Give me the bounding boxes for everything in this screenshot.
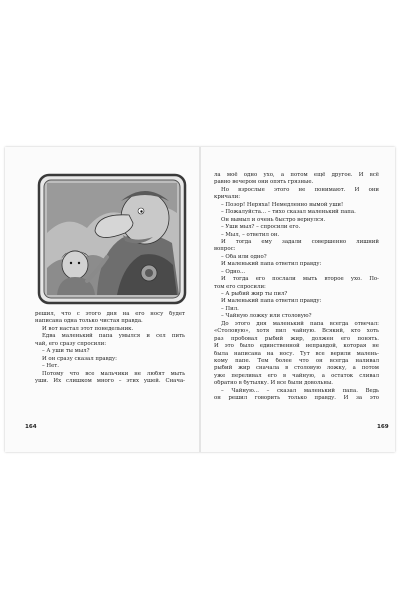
right-page	[200, 147, 395, 452]
text-line: рыбий жир сначала в столовую ложку, а потом	[214, 365, 379, 372]
text-line: написана одна только чистая правда.	[35, 318, 143, 325]
text-line: Едва маленький папа умылся и сел пить	[42, 333, 185, 340]
text-line: – Нет.	[42, 363, 59, 370]
text-line: решил, что с этого дня на его носу будет	[35, 311, 185, 317]
text-line: ла моё одно ухо, а потом ещё другое. И всё	[214, 172, 379, 178]
text-line: обратно в бутылку. И все были довольны.	[214, 380, 333, 387]
text-line: – Пожалуйста... – тихо сказал маленький папа.	[221, 209, 356, 216]
book-spread	[5, 147, 395, 452]
text-line: раз пробовал рыбий жир, должен его понять.	[214, 335, 379, 342]
text-line: вопрос:	[214, 246, 236, 253]
text-line: Он вымыл и очень быстро вернулся.	[221, 216, 326, 223]
text-line: кричали:	[214, 194, 241, 201]
right-page-text	[214, 172, 379, 403]
text-line: равно вечером они опять грязные.	[214, 179, 314, 186]
text-line: И вот настал этот понедельник.	[42, 325, 134, 332]
text-line: уже переливал его в чайную, а остаток сливал	[214, 372, 379, 379]
text-line: – А уши ты мыл?	[42, 348, 90, 355]
text-line: – Мыл, – ответил он.	[221, 231, 280, 238]
text-line: И тогда его послали мыть второе ухо. По-	[221, 276, 379, 283]
text-line: том его спросили:	[214, 283, 266, 290]
text-line: – Чайную ложку или столовую?	[221, 313, 312, 320]
text-line: он решил говорить только правду. И за это	[214, 395, 379, 402]
text-line: – Оба или одно?	[221, 253, 267, 260]
text-line: – Одно...	[221, 268, 246, 275]
illustration-big-nosed-man-and-boy	[37, 173, 187, 305]
left-page-text	[35, 311, 185, 385]
text-line: чай, его сразу спросили:	[35, 340, 107, 347]
text-line: И маленький папа ответил правду:	[221, 298, 322, 305]
text-line: кому папе. Тем более что он всегда наливал	[214, 357, 379, 364]
text-line: Потому что все мальчики не любят мыть	[42, 370, 185, 377]
text-line: И он сразу сказал правду:	[42, 355, 117, 362]
text-line: была написана на носу. Тут все верили малень-	[214, 350, 379, 357]
text-line: – Уши мыл? – спросили его.	[221, 224, 301, 231]
left-page	[5, 147, 200, 452]
page-number-left: 164	[25, 424, 37, 430]
text-line: Но взрослые этого не понимают. И они	[221, 186, 379, 193]
text-line: уши. Их слишком много – этих ушей. Снача-	[35, 377, 185, 384]
text-line: – Позор! Неряха! Немедленно вымой уши!	[221, 201, 344, 208]
text-line: И это было единственной неправдой, которая не	[214, 343, 379, 350]
text-line: – А рыбий жир ты пил?	[221, 291, 288, 297]
text-line: И тогда ему задали совершенно лишний	[221, 238, 379, 245]
text-line: «Столовую», хотя пил чайную. Всякий, кто хоть	[214, 328, 379, 335]
page-number-right: 169	[377, 424, 389, 430]
text-line: – Чайную... – сказал маленький папа. Ведь	[221, 387, 379, 394]
text-line: – Пил.	[221, 305, 239, 312]
text-line: До этого дня маленький папа всегда отвечал:	[221, 320, 379, 327]
text-line: И маленький папа ответил правду:	[221, 261, 322, 268]
